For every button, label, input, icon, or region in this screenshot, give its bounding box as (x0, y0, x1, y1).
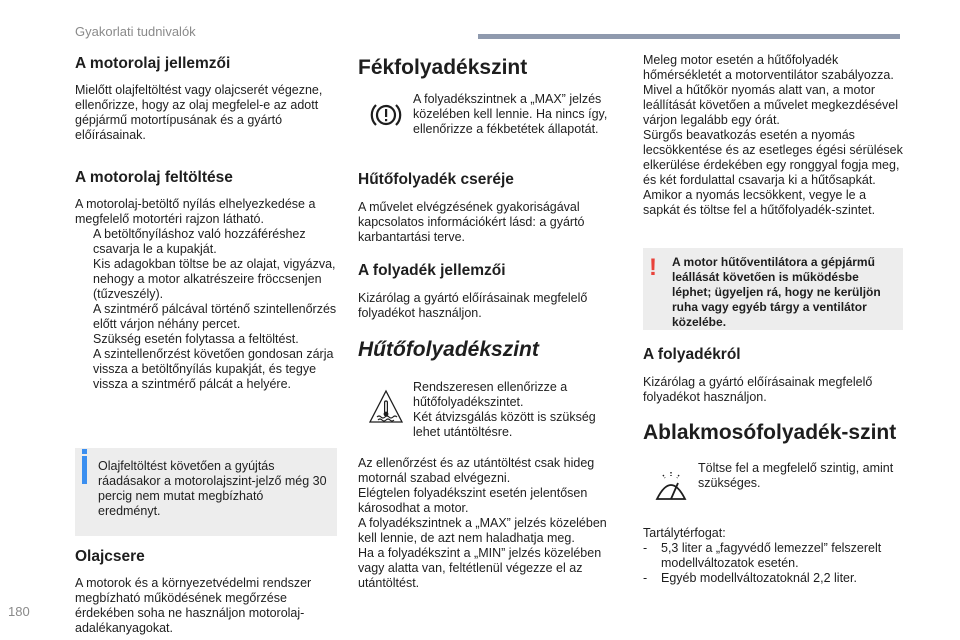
dash-marker: - (643, 541, 648, 555)
coolant-icon-wrap (358, 380, 413, 440)
oil-change-text: A motorok és a környezetvédelmi rendszer megbízható működésének megőrzése érdekében soha ne használjon motorolaj-adalékanyagokat. (75, 576, 312, 635)
heading-oil-change: Olajcsere (75, 548, 145, 565)
brake-fluid-text: A folyadékszintnek a „MAX” jelzés közelében kell lennie. Ha nincs így, ellenőrizze a fékbetétek állapotát. (413, 92, 608, 136)
heading-coolant-level: Hűtőfolyadékszint (358, 338, 539, 361)
coolant-level-block (358, 380, 610, 440)
info-icon (82, 456, 87, 484)
warning-icon: ! (649, 254, 657, 281)
about-fluid-text: Kizárólag a gyártó előírásainak megfelelő folyadékot használjon. (643, 375, 873, 404)
oil-characteristics-text: Mielőtt olajfeltöltést vagy olajcserét végezne, ellenőrizze, hogy az olaj megfelel-e az adott gépjármű motortípusának és a gyártó előírásainak. (75, 83, 323, 142)
washer-capacity-label: Tartálytérfogat: (643, 526, 726, 540)
heading-fluid-characteristics: A folyadék jellemzői (358, 262, 506, 279)
warning-note (643, 248, 903, 330)
heading-brake-fluid-level: Fékfolyadékszint (358, 56, 528, 79)
list-item: Szükség esetén folytassa a feltöltést. (93, 332, 299, 346)
washer-fluid-block (643, 461, 905, 503)
column-right (643, 54, 905, 586)
washer-icon-wrap (643, 461, 698, 503)
list-item: Kis adagokban töltse be az olajat, vigyázva, nehogy a motor alkatrészeire fröccsenjen (tűzveszély). (93, 257, 336, 301)
heading-oil-characteristics: A motorolaj jellemzői (75, 55, 231, 72)
column-left (75, 54, 337, 636)
brake-fluid-block (358, 92, 610, 137)
oil-topup-intro: A motorolaj-betöltő nyílás elhelyezkedése a megfelelő motortéri rajzon látható. (75, 197, 316, 226)
heading-coolant-change: Hűtőfolyadék cseréje (358, 171, 514, 188)
heading-about-fluid: A folyadékról (643, 346, 741, 363)
washer-capacity-list (643, 541, 905, 586)
oil-topup-list (75, 227, 337, 392)
list-item: A szintmérő pálcával történő szintellenőrzés előtt várjon néhány percet. (93, 302, 337, 331)
list-item: A betöltőnyíláshoz való hozzáféréshez csavarja le a kupakját. (93, 227, 306, 256)
column-middle (358, 54, 610, 591)
list-item: - Egyéb modellváltozatoknál 2,2 liter. (643, 571, 857, 585)
brake-warning-icon (368, 100, 404, 130)
brake-icon-wrap (358, 92, 413, 137)
coolant-level-text: Az ellenőrzést és az utántöltést csak hideg motornál szabad elvégezni. Elégtelen folyadékszint esetén jelentősen károsodhat a motor. A folyadékszintnek a „MAX” jelzés közelében kell lennie, de azt nem haladhatja meg. Ha a folyadékszint a „MIN” jelzés közelében vagy alatta van, feltétlenül végezze el az utántöltést. (358, 456, 607, 590)
warning-note-text: A motor hűtőventilátora a gépjármű leállását követően is működésbe léphet; ügyeljen rá, hogy ne kerüljön ruha vagy egyéb tárgy a ventilátor közelébe. (672, 255, 881, 329)
dash-marker: - (643, 571, 648, 585)
coolant-change-text: A művelet elvégzésének gyakoriságával kapcsolatos információkért lásd: a gyártó karbantartási terve. (358, 200, 585, 244)
fluid-characteristics-text: Kizárólag a gyártó előírásainak megfelelő folyadékot használjon. (358, 291, 588, 320)
coolant-level-note: Rendszeresen ellenőrizze a hűtőfolyadékszintet. Két átvizsgálás között is szükség lehet utántöltésre. (413, 380, 596, 439)
header-rule (478, 34, 900, 39)
windscreen-washer-icon (651, 469, 691, 503)
coolant-temperature-icon (367, 388, 405, 426)
info-note (75, 448, 337, 536)
page-number: 180 (8, 604, 30, 619)
list-item: A szintellenőrzést követően gondosan zárja vissza a betöltőnyílás kupakját, és tegye vissza a szintmérő pálcát a helyére. (93, 347, 334, 391)
info-note-text: Olajfeltöltést követően a gyújtás ráadásakor a motorolajszint-jelző még 30 percig nem mutat megbízható eredményt. (98, 459, 327, 518)
washer-fluid-note: Töltse fel a megfelelő szintig, amint szükséges. (698, 461, 894, 490)
running-header: Gyakorlati tudnivalók (75, 24, 196, 39)
heading-oil-topup: A motorolaj feltöltése (75, 169, 233, 186)
coolant-hot-engine-text: Meleg motor esetén a hűtőfolyadék hőmérsékletét a motorventilátor szabályozza. Mivel a hűtőkör nyomás alatt van, a motor leállítását követően a művelet megkezdésével várjon legalább egy órát. Sürgős beavatkozás esetén a nyomás lecsökkentése és az esetleges égési sérülések elkerülése érdekében egy ronggyal fogja meg, és két fordulattal csavarja ki a hűtősapkát. Amikor a nyomás lecsökkent, vegye le a sapkát és töltse fel a hűtőfolyadék-szintet. (643, 53, 903, 217)
list-item: - 5,3 liter a „fagyvédő lemezzel” felszerelt modellváltozatok esetén. (643, 541, 882, 570)
heading-washer-fluid-level: Ablakmosófolyadék-szint (643, 421, 897, 444)
